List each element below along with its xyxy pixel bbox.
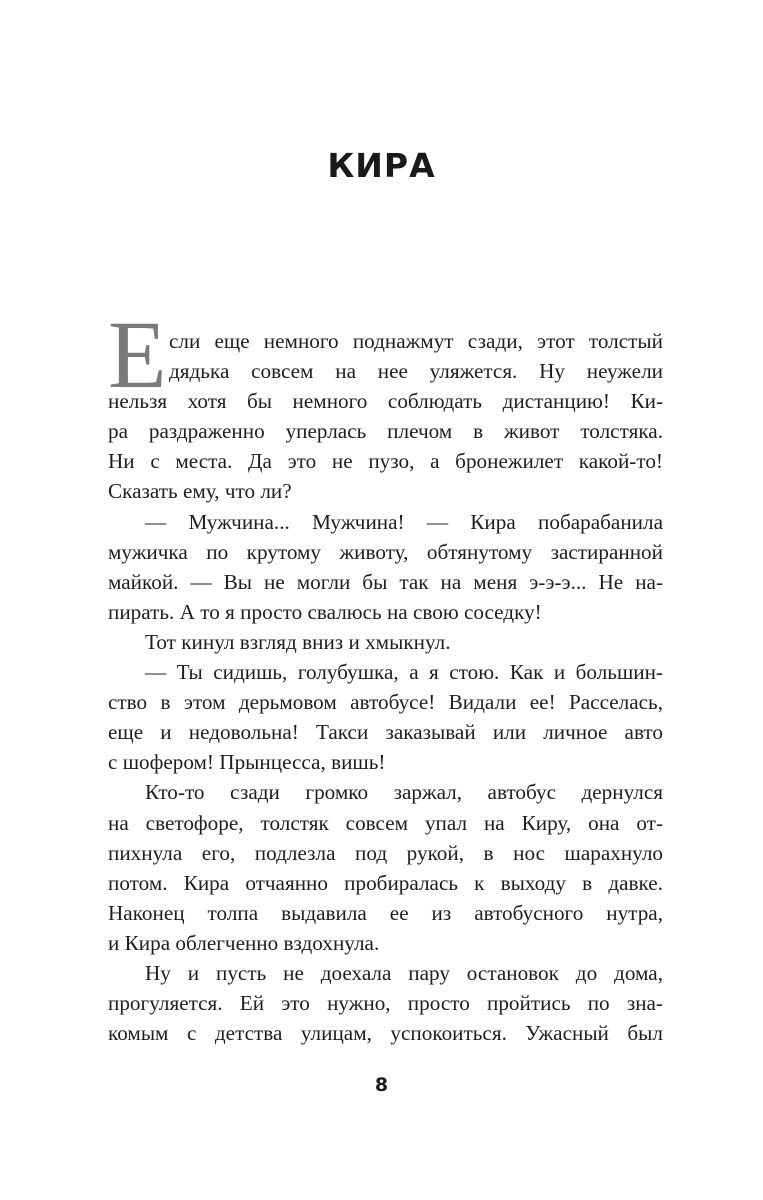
text-line: потом. Кира отчаянно пробиралась к выходу в давке.	[108, 870, 663, 895]
text-line: нельзя хотя бы немного соблюдать дистанцию! Ки-	[108, 389, 663, 414]
text-line: на светофоре, толстяк совсем упал на Киру, она от-	[108, 810, 663, 835]
text-line: Сказать ему, что ли?	[108, 479, 292, 504]
text-line: Тот кинул взгляд вниз и хмыкнул.	[145, 629, 451, 654]
text-line: пихнула его, подлезла под рукой, в нос шарахнуло	[108, 840, 663, 865]
chapter-body-text	[108, 326, 663, 1048]
text-line: Ни с места. Да это не пузо, а бронежилет какой-то!	[108, 449, 663, 474]
text-line: — Ты сидишь, голубушка, а я стою. Как и большин-	[145, 660, 663, 685]
text-line: дядька совсем на нее уляжется. Ну неужели	[169, 359, 663, 384]
page-number: 8	[374, 1074, 389, 1096]
text-line: Ну и пусть не доехала пару остановок до дома,	[145, 960, 663, 985]
text-line: Наконец толпа выдавила ее из автобусного нутра,	[108, 900, 663, 925]
text-line: комым с детства улицам, успокоиться. Ужасный был	[108, 1021, 663, 1046]
text-line: — Мужчина... Мужчина! — Кира побарабанила	[145, 509, 663, 534]
text-line: и Кира облегченно вздохнула.	[108, 930, 380, 955]
drop-cap-letter: Е	[108, 301, 167, 408]
text-line: майкой. — Вы не могли бы так на меня э-э-э... Не на-	[108, 569, 663, 594]
text-line: еще и недовольна! Такси заказывай или личное авто	[108, 720, 663, 745]
chapter-title: КИРА	[327, 146, 436, 185]
text-line: Кто-то сзади громко заржал, автобус дернулся	[145, 780, 663, 805]
text-line: мужичка по крутому животу, обтянутому застиранной	[108, 539, 663, 564]
text-line: пирать. А то я просто свалюсь на свою соседку!	[108, 599, 542, 624]
text-line: ра раздраженно уперлась плечом в живот толстяка.	[108, 419, 663, 444]
text-line: с шофером! Прынцесса, вишь!	[108, 750, 386, 775]
text-line: сли еще немного поднажмут сзади, этот толстый	[169, 329, 663, 353]
text-line: прогуляется. Ей это нужно, просто пройтись по зна-	[108, 991, 663, 1016]
text-line: ство в этом дерьмовом автобусе! Видали ее! Расселась,	[108, 690, 663, 715]
